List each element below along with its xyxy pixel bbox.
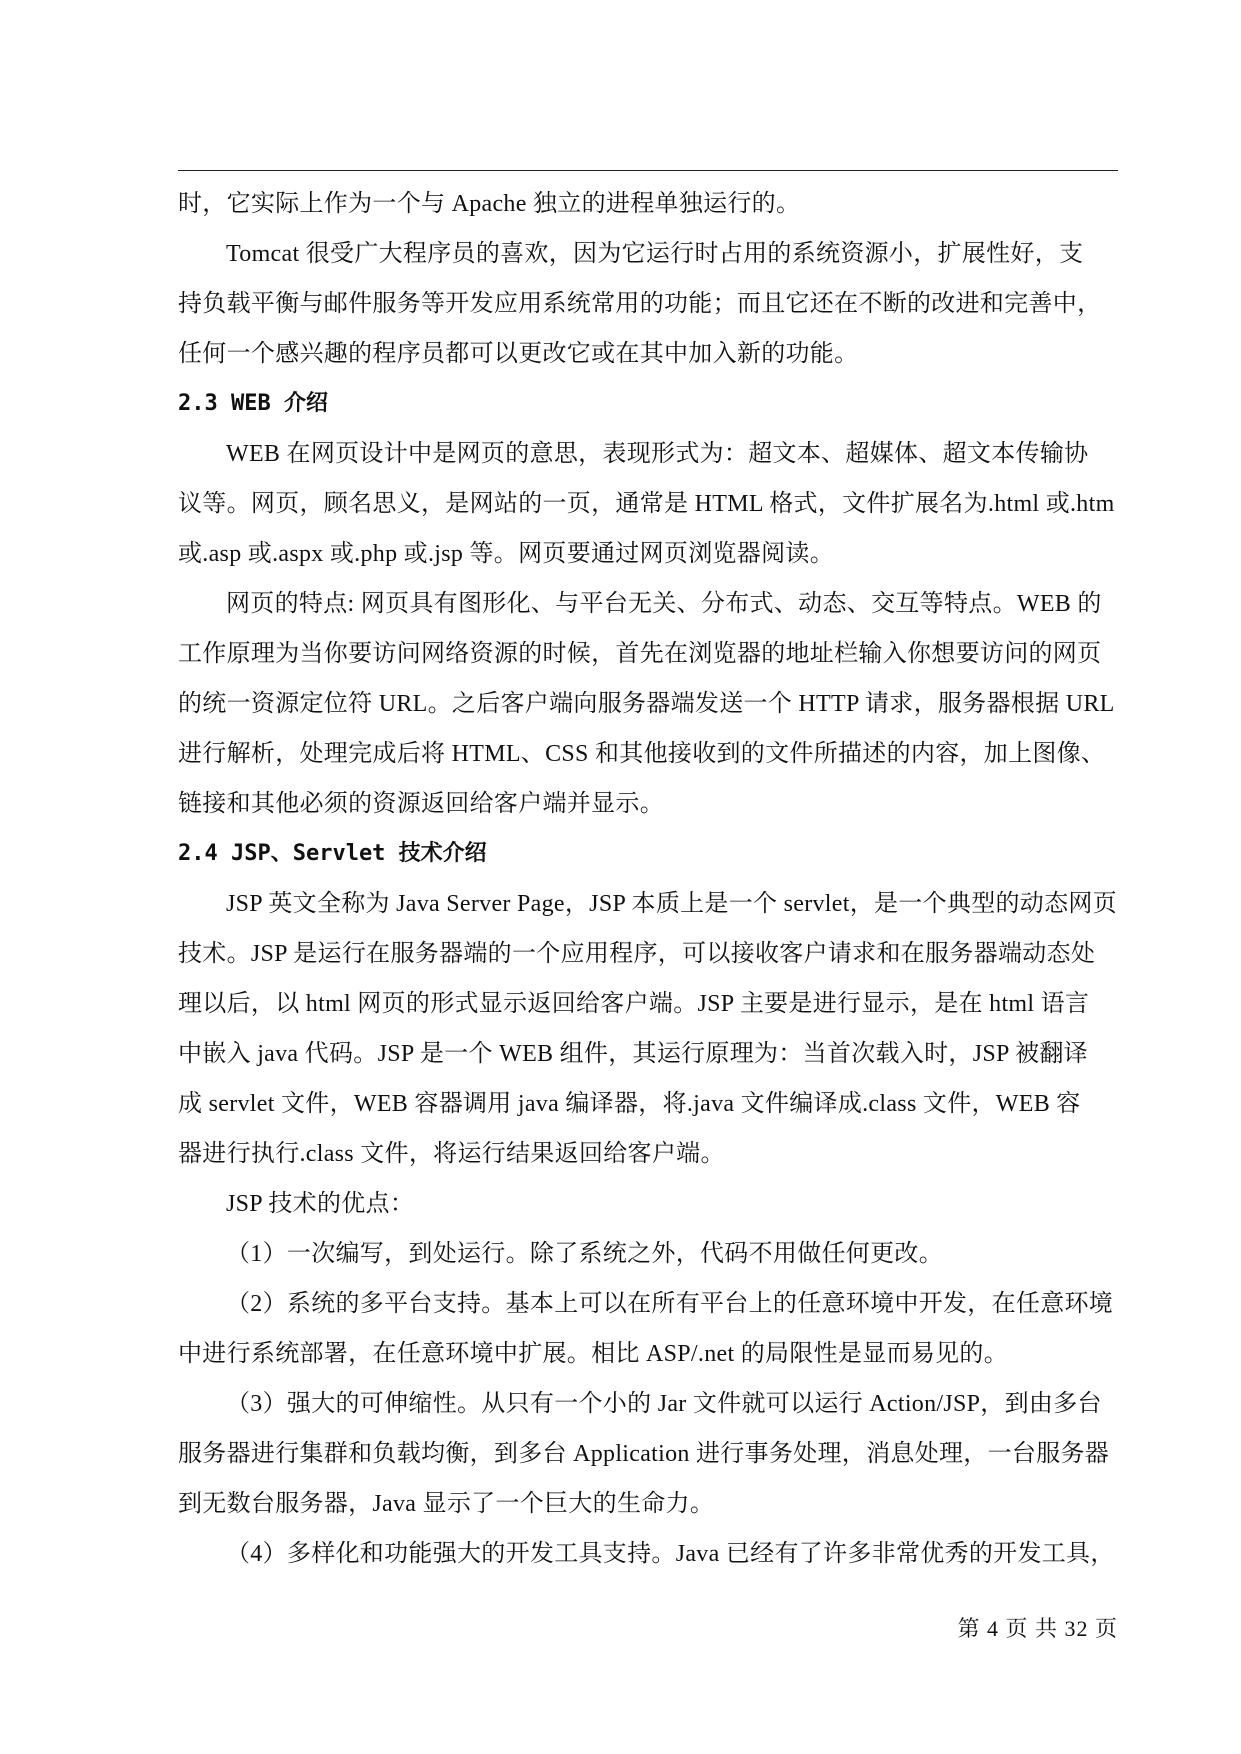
- list-item: （4）多样化和功能强大的开发工具支持。Java 已经有了许多非常优秀的开发工具，: [226, 1541, 1115, 1567]
- body-line: Tomcat 很受广大程序员的喜欢，因为它运行时占用的系统资源小，扩展性好，支: [226, 241, 1084, 267]
- body-line: 服务器进行集群和负载均衡，到多台 Application 进行事务处理，消息处理，一台服务器: [178, 1441, 1110, 1467]
- body-line: 持负载平衡与邮件服务等开发应用系统常用的功能；而且它还在不断的改进和完善中，: [178, 291, 1102, 317]
- body-line: JSP 英文全称为 Java Server Page，JSP 本质上是一个 servlet，是一个典型的动态网页: [226, 891, 1117, 917]
- page-content: [178, 179, 1118, 1579]
- body-line: 中嵌入 java 代码。JSP 是一个 WEB 组件，其运行原理为：当首次载入时，JSP 被翻译: [178, 1041, 1088, 1067]
- body-line: 理以后，以 html 网页的形式显示返回给客户端。JSP 主要是进行显示，是在 html 语言: [178, 991, 1090, 1017]
- list-item: （3）强大的可伸缩性。从只有一个小的 Jar 文件就可以运行 Action/JSP，到由多台: [226, 1391, 1102, 1417]
- body-line: 或.asp 或.aspx 或.php 或.jsp 等。网页要通过网页浏览器阅读。: [178, 541, 834, 567]
- body-line: 链接和其他必须的资源返回给客户端并显示。: [178, 791, 664, 817]
- body-line: 进行解析，处理完成后将 HTML、CSS 和其他接收到的文件所描述的内容，加上图像、: [178, 741, 1106, 767]
- header-rule: [178, 170, 1118, 171]
- body-line: 成 servlet 文件，WEB 容器调用 java 编译器，将.java 文件编译成.class 文件，WEB 容: [178, 1091, 1081, 1117]
- body-line: 技术。JSP 是运行在服务器端的一个应用程序，可以接收客户请求和在服务器端动态处: [178, 941, 1096, 967]
- list-item: （2）系统的多平台支持。基本上可以在所有平台上的任意环境中开发，在任意环境: [226, 1291, 1114, 1317]
- body-line: WEB 在网页设计中是网页的意思，表现形式为：超文本、超媒体、超文本传输协: [226, 441, 1089, 467]
- body-line: 工作原理为当你要访问网络资源的时候，首先在浏览器的地址栏输入你想要访问的网页: [178, 641, 1102, 667]
- body-line: 议等。网页，顾名思义，是网站的一页，通常是 HTML 格式，文件扩展名为.html 或.htm: [178, 491, 1115, 517]
- body-line: 器进行执行.class 文件，将运行结果返回给客户端。: [178, 1141, 725, 1167]
- list-item: （1）一次编写，到处运行。除了系统之外，代码不用做任何更改。: [226, 1241, 943, 1267]
- body-line: 任何一个感兴趣的程序员都可以更改它或在其中加入新的功能。: [178, 341, 859, 367]
- body-line: JSP 技术的优点：: [226, 1191, 415, 1217]
- body-line: 到无数台服务器，Java 显示了一个巨大的生命力。: [178, 1491, 715, 1517]
- body-line: 时，它实际上作为一个与 Apache 独立的进程单独运行的。: [178, 191, 801, 217]
- body-line: 网页的特点: 网页具有图形化、与平台无关、分布式、动态、交互等特点。WEB 的: [226, 591, 1102, 617]
- section-heading-2-4: 2.4 JSP、Servlet 技术介绍: [178, 841, 487, 866]
- body-line: 的统一资源定位符 URL。之后客户端向服务器端发送一个 HTTP 请求，服务器根据 URL: [178, 691, 1115, 717]
- section-heading-2-3: 2.3 WEB 介绍: [178, 391, 328, 416]
- body-line: 中进行系统部署，在任意环境中扩展。相比 ASP/.net 的局限性是显而易见的。: [178, 1341, 1009, 1367]
- page-number-footer: 第 4 页 共 32 页: [957, 1616, 1118, 1641]
